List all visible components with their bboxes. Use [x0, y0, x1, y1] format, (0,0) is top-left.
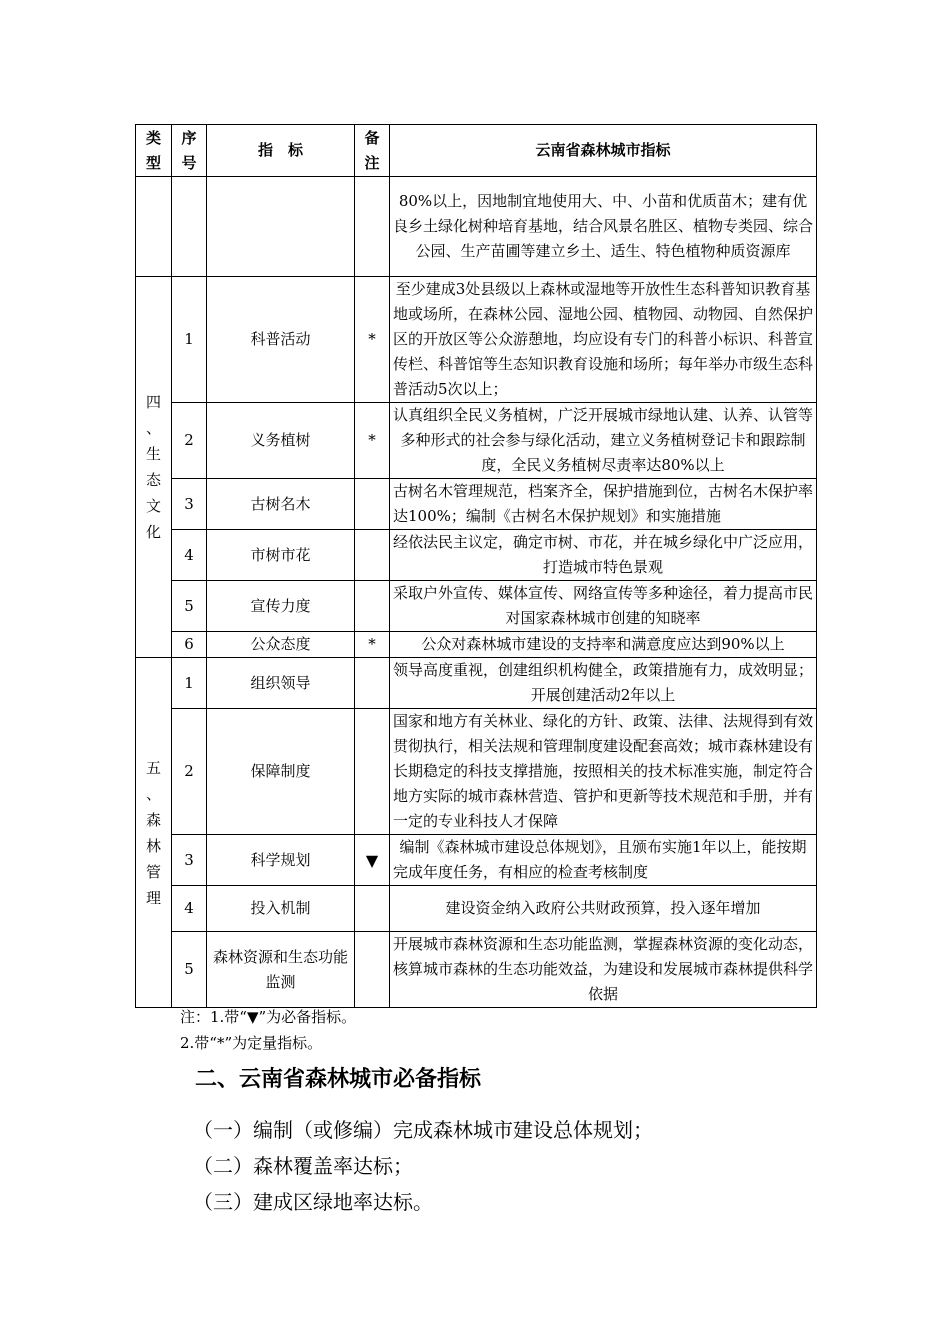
header-remark: 备 注 — [355, 125, 390, 177]
row-desc: 领导高度重视，创建组织机构健全，政策措施有力，成效明显；开展创建活动2年以上 — [390, 658, 817, 709]
row-desc: 认真组织全民义务植树，广泛开展城市绿地认建、认养、认管等多种形式的社会参与绿化活动，建立义务植树登记卡和跟踪制度，全民义务植树尽责率达80%以上 — [390, 403, 817, 479]
row-desc: 古树名木管理规范，档案齐全，保护措施到位，古树名木保护率达100%；编制《古树名木保护规划》和实施措施 — [390, 479, 817, 530]
row-name: 义务植树 — [207, 403, 355, 479]
row-desc: 采取户外宣传、媒体宣传、网络宣传等多种途径，着力提高市民对国家森林城市创建的知晓率 — [390, 581, 817, 632]
table-row — [136, 403, 817, 479]
table-row — [136, 709, 817, 835]
row-no: 6 — [172, 632, 207, 658]
row-no: 2 — [172, 403, 207, 479]
row-name: 宣传力度 — [207, 581, 355, 632]
table-row — [136, 530, 817, 581]
row-name: 公众态度 — [207, 632, 355, 658]
row-desc: 公众对森林城市建设的支持率和满意度应达到90%以上 — [390, 632, 817, 658]
row-no: 2 — [172, 709, 207, 835]
row-name: 森林资源和生态功能监测 — [207, 932, 355, 1008]
row-mark — [355, 581, 390, 632]
row-name: 保障制度 — [207, 709, 355, 835]
row-mark: * — [355, 632, 390, 658]
table-row — [136, 479, 817, 530]
note-required: 注：1.带“▼”为必备指标。 — [180, 1008, 357, 1026]
row-no: 4 — [172, 886, 207, 932]
row-no: 1 — [172, 277, 207, 403]
note-quantitative: 2.带“*”为定量指标。 — [180, 1034, 323, 1052]
header-indicator: 指 标 — [207, 125, 355, 177]
table-header-row — [136, 125, 817, 177]
header-type: 类 型 — [136, 125, 172, 177]
row-no: 1 — [172, 658, 207, 709]
table-row — [136, 886, 817, 932]
row-no: 3 — [172, 479, 207, 530]
list-item: （二）森林覆盖率达标； — [193, 1154, 413, 1178]
list-item: （三）建成区绿地率达标。 — [193, 1190, 433, 1214]
row-mark: * — [355, 403, 390, 479]
table-row — [136, 932, 817, 1008]
table-row — [136, 277, 817, 403]
table-row — [136, 632, 817, 658]
row-desc: 编制《森林城市建设总体规划》，且颁布实施1年以上，能按期完成年度任务，有相应的检查考核制度 — [390, 835, 817, 886]
row-mark — [355, 479, 390, 530]
indicator-table — [135, 124, 817, 1008]
row-mark — [355, 709, 390, 835]
table-row — [136, 581, 817, 632]
row-name: 组织领导 — [207, 658, 355, 709]
row-mark: * — [355, 277, 390, 403]
row-mark: ▼ — [355, 835, 390, 886]
row-desc: 经依法民主议定，确定市树、市花，并在城乡绿化中广泛应用，打造城市特色景观 — [390, 530, 817, 581]
row-name: 科普活动 — [207, 277, 355, 403]
category-forest-management: 五 、 森 林 管 理 — [136, 658, 172, 1008]
row-mark — [355, 932, 390, 1008]
section-heading: 二、云南省森林城市必备指标 — [195, 1067, 482, 1092]
row-desc: 国家和地方有关林业、绿化的方针、政策、法律、法规得到有效贯彻执行，相关法规和管理制度建设配套高效；城市森林建设有长期稳定的科技支撑措施，按照相关的技术标准实施，制定符合地方实际的城市森林营造、管护和更新等技术规范和手册，并有一定的专业科技人才保障 — [390, 709, 817, 835]
row-mark — [355, 658, 390, 709]
row-desc: 开展城市森林资源和生态功能监测，掌握森林资源的变化动态，核算城市森林的生态功能效益，为建设和发展城市森林提供科学依据 — [390, 932, 817, 1008]
row-desc: 建设资金纳入政府公共财政预算，投入逐年增加 — [390, 886, 817, 932]
row-mark — [355, 530, 390, 581]
category-eco-culture: 四 、 生 态 文 化 — [136, 277, 172, 658]
row-mark — [355, 886, 390, 932]
continuation-text: 80%以上，因地制宜地使用大、中、小苗和优质苗木；建有优良乡土绿化树种培育基地，结合风景名胜区、植物专类园、综合公园、生产苗圃等建立乡土、适生、特色植物种质资源库 — [390, 177, 817, 277]
row-name: 科学规划 — [207, 835, 355, 886]
row-no: 4 — [172, 530, 207, 581]
row-desc: 至少建成3处县级以上森林或湿地等开放性生态科普知识教育基地或场所，在森林公园、湿地公园、植物园、动物园、自然保护区的开放区等公众游憩地，均应设有专门的科普小标识、科普宣传栏、科普馆等生态知识教育设施和场所；每年举办市级生态科普活动5次以上； — [390, 277, 817, 403]
table-row — [136, 658, 817, 709]
table-row — [136, 835, 817, 886]
row-no: 5 — [172, 581, 207, 632]
row-no: 3 — [172, 835, 207, 886]
table-row-continuation — [136, 177, 817, 277]
header-no: 序 号 — [172, 125, 207, 177]
row-no: 5 — [172, 932, 207, 1008]
row-name: 市树市花 — [207, 530, 355, 581]
row-name: 投入机制 — [207, 886, 355, 932]
row-name: 古树名木 — [207, 479, 355, 530]
header-content: 云南省森林城市指标 — [390, 125, 817, 177]
list-item: （一）编制（或修编）完成森林城市建设总体规划； — [193, 1118, 653, 1142]
